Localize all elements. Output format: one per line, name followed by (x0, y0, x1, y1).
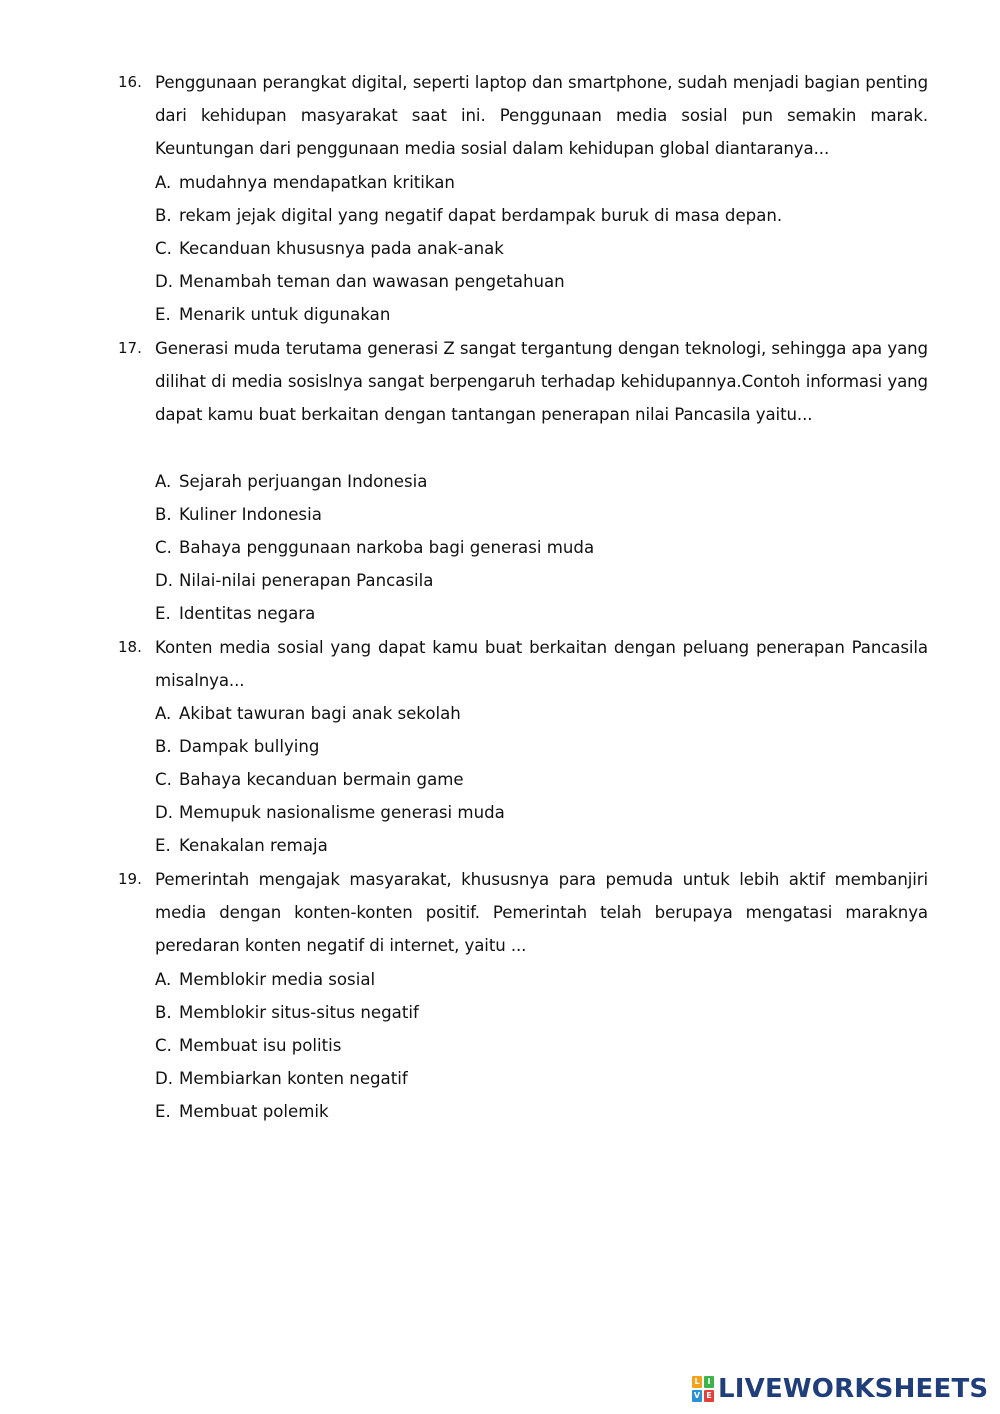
option-letter: D. (155, 571, 174, 590)
question-number: 16. (118, 73, 142, 91)
question-number: 18. (118, 638, 142, 656)
option-text: Nilai-nilai penerapan Pancasila (179, 571, 434, 590)
option-text: Menarik untuk digunakan (179, 305, 391, 324)
option-text: Kecanduan khususnya pada anak-anak (179, 239, 504, 258)
option-letter: D. (155, 803, 174, 822)
option-18-e[interactable] (155, 829, 928, 862)
option-letter: C. (155, 239, 172, 258)
option-17-d[interactable] (155, 564, 928, 597)
option-letter: E. (155, 1102, 171, 1121)
option-letter: E. (155, 836, 171, 855)
logo-block: E (704, 1390, 714, 1402)
logo-block: I (704, 1376, 714, 1388)
option-letter: A. (155, 472, 172, 491)
option-19-a[interactable] (155, 963, 928, 996)
liveworksheets-logo (692, 1372, 988, 1406)
question-text: Generasi muda terutama generasi Z sangat tergantung dengan teknologi, sehingga apa yang dilihat di media sosislnya sangat berpengaruh terhadap kehidupannya.Contoh informasi yang dapat kamu buat berkaitan dengan tantangan penerapan nilai Pancasila yaitu... (155, 339, 928, 425)
option-letter: C. (155, 1036, 172, 1055)
option-letter: B. (155, 737, 172, 756)
option-text: Memupuk nasionalisme generasi muda (179, 803, 505, 822)
option-text: Dampak bullying (179, 737, 320, 756)
option-18-b[interactable] (155, 730, 928, 763)
option-19-b[interactable] (155, 996, 928, 1029)
option-text: Memblokir situs-situs negatif (179, 1003, 419, 1022)
logo-block: L (692, 1376, 702, 1388)
option-letter: A. (155, 704, 172, 723)
option-17-c[interactable] (155, 531, 928, 564)
question-text: Penggunaan perangkat digital, seperti laptop dan smartphone, sudah menjadi bagian penting dari kehidupan masyarakat saat ini. Penggunaan media sosial pun semakin marak. Keuntungan dari penggunaan media sosial dalam kehidupan global diantaranya... (155, 73, 928, 159)
option-16-d[interactable] (155, 265, 928, 298)
option-16-b[interactable] (155, 199, 928, 232)
option-16-c[interactable] (155, 232, 928, 265)
question-text: Konten media sosial yang dapat kamu buat berkaitan dengan peluang penerapan Pancasila misalnya... (155, 638, 928, 691)
option-letter: E. (155, 604, 171, 623)
brand-name: LIVEWORKSHEETS (718, 1374, 989, 1404)
option-letter: A. (155, 173, 172, 192)
option-17-a[interactable] (155, 465, 928, 498)
option-letter: D. (155, 272, 174, 291)
option-letter: C. (155, 770, 172, 789)
option-16-e[interactable] (155, 298, 928, 331)
option-text: Sejarah perjuangan Indonesia (179, 472, 428, 491)
logo-blocks-icon (692, 1376, 714, 1402)
option-text: Membuat isu politis (179, 1036, 342, 1055)
option-17-e[interactable] (155, 597, 928, 630)
question-text: Pemerintah mengajak masyarakat, khususnya para pemuda untuk lebih aktif membanjiri media dengan konten-konten positif. Pemerintah telah berupaya mengatasi maraknya peredaran konten negatif di internet, yaitu ... (155, 870, 928, 956)
option-text: Identitas negara (179, 604, 316, 623)
option-text: Akibat tawuran bagi anak sekolah (179, 704, 461, 723)
option-text: Bahaya kecanduan bermain game (179, 770, 464, 789)
question-number: 19. (118, 870, 142, 888)
option-letter: E. (155, 305, 171, 324)
option-text: Membuat polemik (179, 1102, 329, 1121)
option-text: rekam jejak digital yang negatif dapat berdampak buruk di masa depan. (179, 206, 783, 225)
option-text: Kenakalan remaja (179, 836, 328, 855)
option-19-d[interactable] (155, 1062, 928, 1095)
option-17-b[interactable] (155, 498, 928, 531)
question-number: 17. (118, 339, 142, 357)
option-18-d[interactable] (155, 796, 928, 829)
option-text: Memblokir media sosial (179, 970, 376, 989)
option-16-a[interactable] (155, 166, 928, 199)
option-text: Kuliner Indonesia (179, 505, 322, 524)
option-18-c[interactable] (155, 763, 928, 796)
option-text: mudahnya mendapatkan kritikan (179, 173, 455, 192)
option-letter: A. (155, 970, 172, 989)
option-text: Bahaya penggunaan narkoba bagi generasi muda (179, 538, 595, 557)
option-letter: B. (155, 206, 172, 225)
option-letter: B. (155, 1003, 172, 1022)
option-letter: B. (155, 505, 172, 524)
option-19-c[interactable] (155, 1029, 928, 1062)
option-text: Menambah teman dan wawasan pengetahuan (179, 272, 565, 291)
option-text: Membiarkan konten negatif (179, 1069, 408, 1088)
logo-block: V (693, 1391, 701, 1400)
option-letter: D. (155, 1069, 174, 1088)
option-letter: C. (155, 538, 172, 557)
option-18-a[interactable] (155, 697, 928, 730)
option-19-e[interactable] (155, 1095, 928, 1128)
